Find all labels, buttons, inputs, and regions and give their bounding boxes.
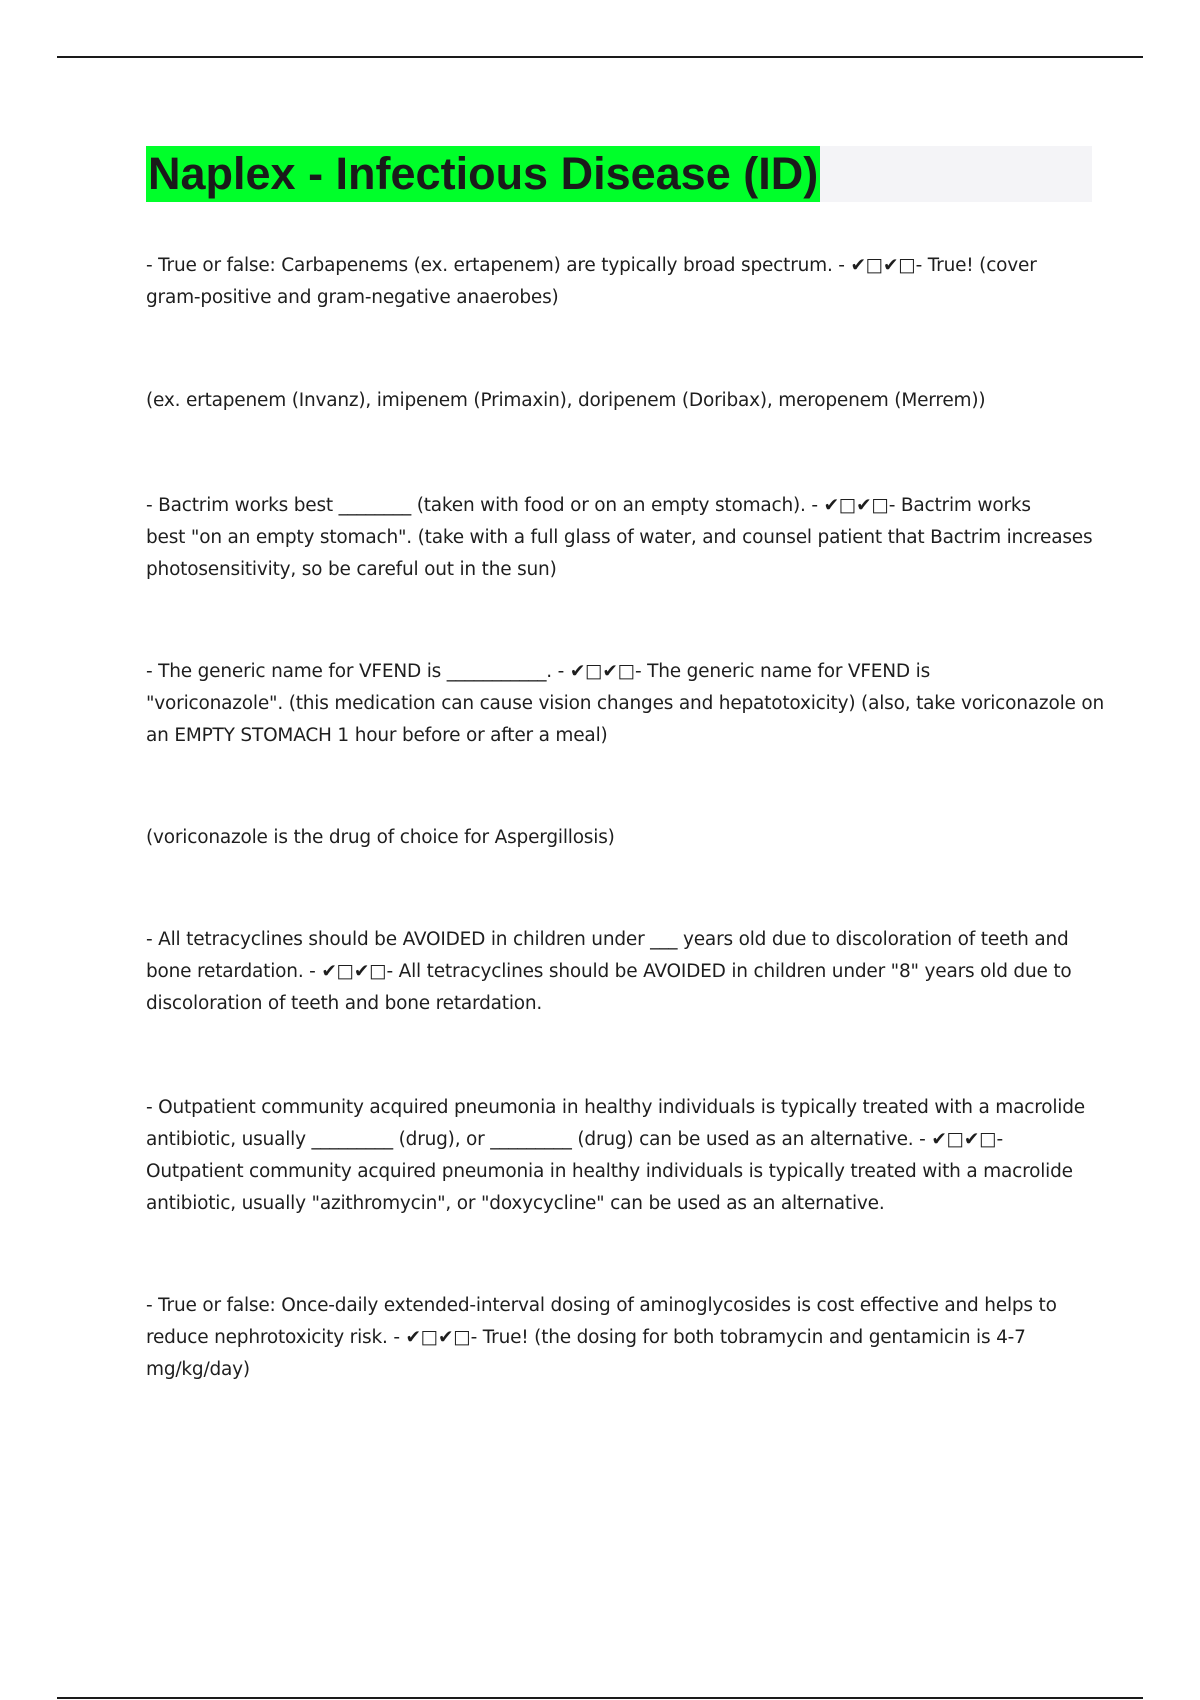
page-title: Naplex - Infectious Disease (ID): [146, 146, 820, 202]
text-line: gram-positive and gram-negative anaerobes): [146, 287, 559, 308]
text-line: reduce nephrotoxicity risk. - ✔□✔□- True! (the dosing for both tobramycin and gentamicin is 4-7: [146, 1327, 1026, 1348]
note-paragraph: [146, 822, 1096, 854]
text-line: (ex. ertapenem (Invanz), imipenem (Primaxin), doripenem (Doribax), meropenem (Merrem)): [146, 390, 986, 411]
text-line: antibiotic, usually _________ (drug), or _________ (drug) can be used as an alternative. - ✔□✔□-: [146, 1129, 1003, 1150]
text-line: - All tetracyclines should be AVOIDED in children under ___ years old due to discoloration of teeth and: [146, 929, 1069, 950]
text-line: - Bactrim works best ________ (taken with food or on an empty stomach). - ✔□✔□- Bactrim works: [146, 495, 1031, 516]
qa-item: [146, 656, 1105, 752]
text-line: photosensitivity, so be careful out in the sun): [146, 559, 557, 580]
qa-item: [146, 490, 1096, 586]
note-paragraph: [146, 385, 1096, 417]
text-line: bone retardation. - ✔□✔□- All tetracyclines should be AVOIDED in children under "8" years old due to: [146, 961, 1072, 982]
text-line: - True or false: Carbapenems (ex. ertapenem) are typically broad spectrum. - ✔□✔□- True! (cover: [146, 255, 1037, 276]
text-line: (voriconazole is the drug of choice for Aspergillosis): [146, 827, 615, 848]
qa-item: [146, 924, 1096, 1020]
text-line: discoloration of teeth and bone retardation.: [146, 993, 543, 1014]
text-line: best "on an empty stomach". (take with a full glass of water, and counsel patient that Bactrim increases: [146, 527, 1093, 548]
qa-item: [146, 250, 1096, 314]
text-line: antibiotic, usually "azithromycin", or "doxycycline" can be used as an alternative.: [146, 1193, 885, 1214]
top-rule: [57, 56, 1143, 58]
qa-item: [146, 1092, 1096, 1220]
text-line: an EMPTY STOMACH 1 hour before or after a meal): [146, 725, 608, 746]
text-line: Outpatient community acquired pneumonia in healthy individuals is typically treated with a macrolide: [146, 1161, 1073, 1182]
text-line: - Outpatient community acquired pneumonia in healthy individuals is typically treated with a macrolide: [146, 1097, 1085, 1118]
text-line: "voriconazole". (this medication can cause vision changes and hepatotoxicity) (also, take voriconazole on: [146, 693, 1105, 714]
qa-item: [146, 1290, 1096, 1386]
text-line: - The generic name for VFEND is ___________. - ✔□✔□- The generic name for VFEND is: [146, 661, 931, 682]
text-line: mg/kg/day): [146, 1359, 250, 1380]
bottom-rule: [57, 1697, 1143, 1699]
text-line: - True or false: Once-daily extended-interval dosing of aminoglycosides is cost effective and helps to: [146, 1295, 1057, 1316]
